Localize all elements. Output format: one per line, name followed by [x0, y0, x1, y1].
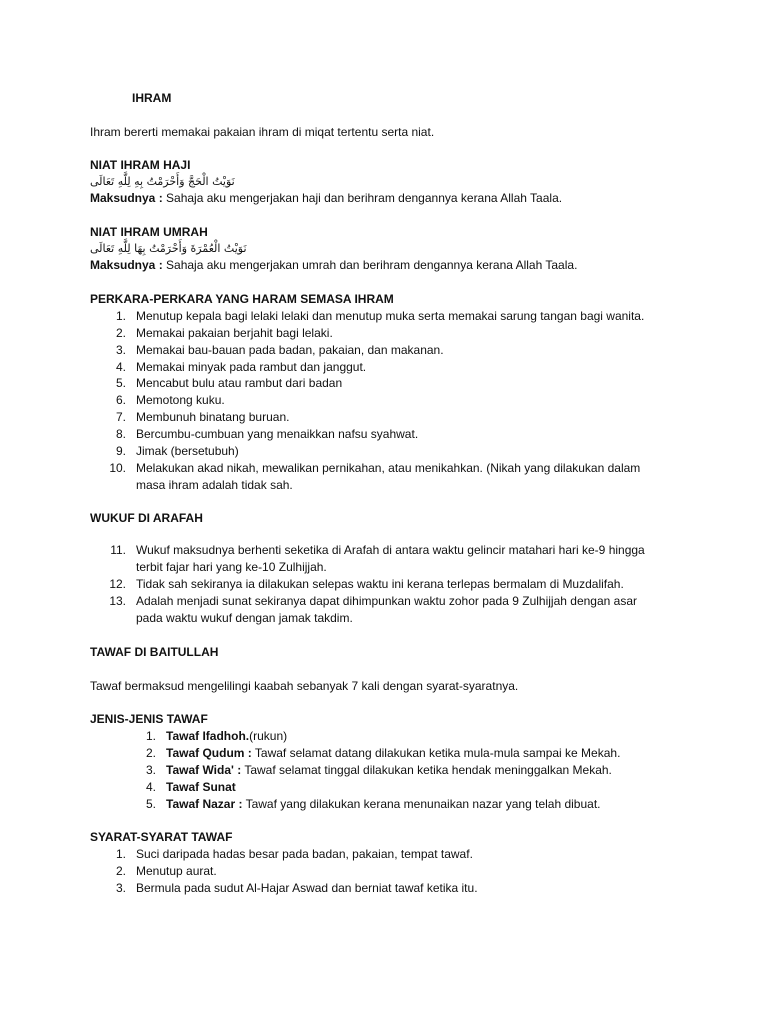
niat-umrah-meaning	[90, 257, 577, 274]
haram-heading: PERKARA-PERKARA YANG HARAM SEMASA IHRAM	[90, 292, 394, 306]
niat-umrah-heading: NIAT IHRAM UMRAH	[90, 225, 208, 239]
wukuf-heading: WUKUF DI ARAFAH	[90, 511, 203, 525]
page-title: IHRAM	[132, 91, 172, 105]
meaning-text: Sahaja aku mengerjakan haji dan berihram dengannya kerana Allah Taala.	[162, 191, 563, 205]
meaning-label: Maksudnya :	[90, 258, 163, 272]
niat-umrah-arabic: نَوَيْتُ الْعُمْرَةَ وَأَحْرَمْتُ بِهَا لِلَّهِ تَعَالَى	[90, 242, 247, 255]
niat-haji-heading: NIAT IHRAM HAJI	[90, 158, 191, 172]
jenis-heading: JENIS-JENIS TAWAF	[90, 712, 208, 726]
meaning-text: Sahaja aku mengerjakan umrah dan berihram dengannya kerana Allah Taala.	[162, 258, 578, 272]
intro-paragraph: Ihram bererti memakai pakaian ihram di miqat tertentu serta niat.	[90, 125, 435, 139]
syarat-heading: SYARAT-SYARAT TAWAF	[90, 830, 233, 844]
meaning-label: Maksudnya :	[90, 191, 163, 205]
document-page: IHRAM Ihram bererti memakai pakaian ihram di miqat tertentu serta niat. NIAT IHRAM HAJI نَوَيْتُ الْحَجَّ وَأَحْرَمْتُ بِهِ لِلَّهِ تَعَالَى Maksudnya : Sahaja aku mengerjakan haji dan berihram dengannya kerana Allah Taala. NIAT IHRAM UMRAH نَوَيْتُ الْعُمْرَةَ وَأَحْرَمْتُ بِهَا لِلَّهِ تَعَالَى Maksudnya : Sahaja aku mengerjakan umrah dan berihram dengannya kerana Allah Taala. PERKARA-PERKARA YANG HARAM SEMASA IHRAM 1. Menutup kepala bagi lelaki lelaki dan menutup muka serta memakai sarung tangan bagi wanita. 2. Memakai pakaian berjahit bagi lelaki. 3. Memakai bau-bauan pada badan, pakaian, dan makanan. 4. Memakai minyak pada rambut dan janggut. 5. Mencabut bulu atau rambut dari badan 6. Memotong kuku. 7. Membunuh binatang buruan. 8. Bercumbu-cumbuan yang menaikkan nafsu syahwat. 9. Jimak (bersetubuh) 10. Melakukan akad nikah, mewalikan pernikahan, atau menikahkan. (Nikah yang dilakukan dalam masa ihram adalah tidak sah. WUKUF DI ARAFAH 11. Wukuf maksudnya berhenti seketika di Arafah di antara waktu gelincir matahari hari ke-9 hingga terbit fajar hari yang ke-10 Zulhijjah. 12. Tidak sah sekiranya ia dilakukan selepas waktu ini kerana terlepas bermalam di Muzdalifah. 13. Adalah menjadi sunat sekiranya dapat dihimpunkan waktu zohor pada 9 Zulhijjah dengan asar pada waktu wukuf dengan jamak takdim. TAWAF DI BAITULLAH Tawaf bermaksud mengelilingi kaabah sebanyak 7 kali dengan syarat-syaratnya. JENIS-JENIS TAWAF 1. Tawaf Ifadhoh.(rukun) 2. Tawaf Qudum : Tawaf selamat datang dilakukan ketika mula-mula sampai ke Mekah. 3. Tawaf Wida' : Tawaf selamat tinggal dilakukan ketika hendak meninggalkan Mekah. 4. Tawaf Sunat 5. Tawaf Nazar : Tawaf yang dilakukan kerana menunaikan nazar yang telah dibuat. SYARAT-SYARAT TAWAF 1. Suci daripada hadas besar pada badan, pakaian, tempat tawaf. 2. Menutup aurat. 3. Bermula pada sudut Al-Hajar Aswad dan berniat tawaf ketika itu.	[90, 91, 645, 895]
tawaf-heading: TAWAF DI BAITULLAH	[90, 645, 219, 659]
niat-haji-meaning	[90, 190, 562, 207]
tawaf-intro: Tawaf bermaksud mengelilingi kaabah sebanyak 7 kali dengan syarat-syaratnya.	[90, 679, 519, 693]
niat-haji-arabic: نَوَيْتُ الْحَجَّ وَأَحْرَمْتُ بِهِ لِلَّهِ تَعَالَى	[90, 175, 235, 188]
